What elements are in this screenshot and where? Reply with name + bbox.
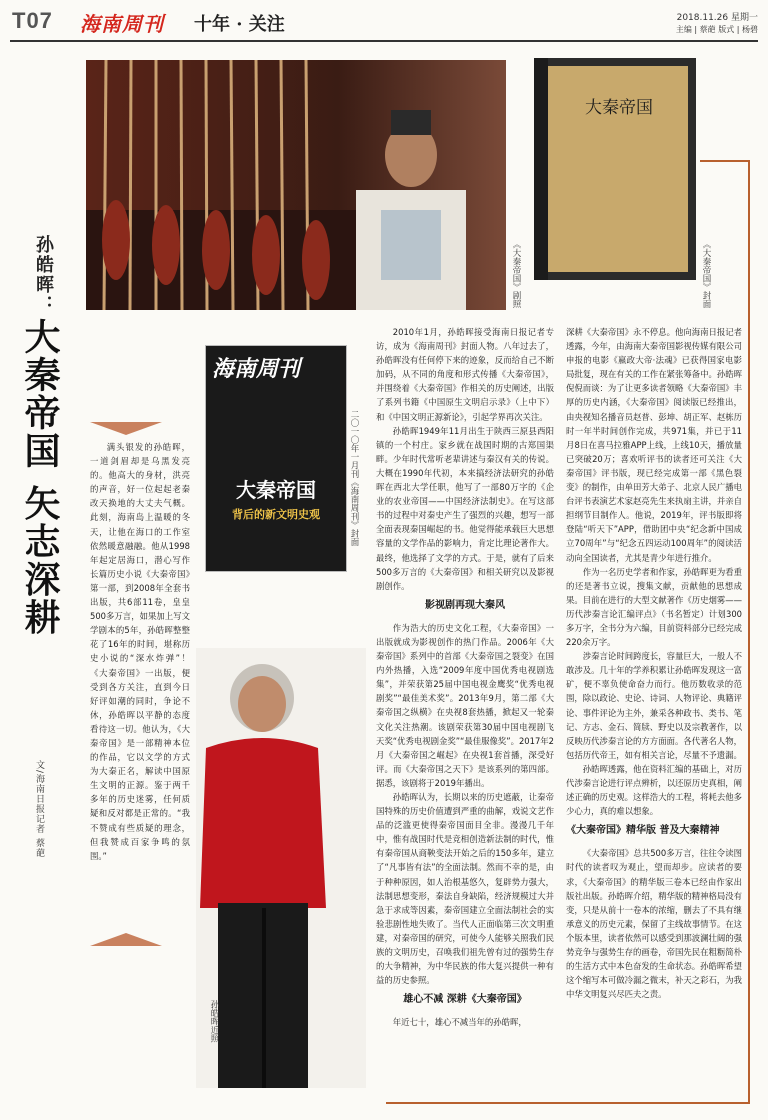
article-paragraph: 孙皓晖认为，长期以来的历史遮蔽，让秦帝国特殊的历史价值遭到严重的曲解，戏说文艺作品的泛滥更使得秦帝国面目全非。漫漫几千年中，惟有战国时代是竞相创造新法制的时代，惟有秦帝国从商鞅变法开始之后的150多年，建立了“凡事皆有法”的全面法制。然而不幸的是，由于种种原因，如人治根基悠久，复辟势力强大，法制思想变形，秦法自身缺陷，经济规模过大并急于求成等因素，秦帝国建立全面法制社会的实验悲剧性地失败了。当代人正面临第三次文明重建，对秦帝国的研究，可使今人能够关照我们民族的文明历史，召唤我们祖先曾有过的强势生存的大争精神，为中华民族的伟大复兴提供一种有益的历史参照。 <box>376 792 554 986</box>
section-title: 十年 · 关注 <box>194 14 285 35</box>
headline-main: 大秦帝国 矢志深耕 <box>19 318 61 637</box>
article-paragraph: 涉秦言论时间跨度长，容量巨大，一般人不敢涉及。几十年的学养积累让孙皓晖发现这一富矿，便不辜负使命奋力而行。他历数收录的范围，除以政论、史论、诗词、人物评论、典籍评论、事件评论为主外，兼采各种政书、类书、笔记、方志、金石、简牍、野史以及宗教著作，以反映历代涉秦言论的方方面面。各代著名人物，包括历代帝王，如有相关言论，尽量不予遗漏。 <box>566 651 742 760</box>
article-paragraph: 作为一名历史学者和作家，孙皓晖更为看重的还是著书立说，搜集文献，贡献他的思想成果。目前在进行的大型文献著作《历史烟雾——历代涉秦言论汇编评点》（书名暂定）计划300多万字，全书分为六编，目前资料部分已经完成220余万字。 <box>566 566 742 648</box>
newspaper-logo: 海南周刊 <box>80 12 164 36</box>
article-column-1 <box>376 325 554 1030</box>
article-paragraph: 孙皓晖透露，他在资料汇编的基础上，对历代涉秦言论进行评点辨析，以还原历史真相，阐述正确的历史观。这样浩大的工程，将耗去他多少心力，真的难以想象。 <box>566 763 742 817</box>
subhead-condensed: 《大秦帝国》精华版 普及大秦精神 <box>566 825 720 837</box>
portrait-image <box>196 648 366 1088</box>
drama-still-photo <box>86 60 506 310</box>
book-cover-image <box>534 58 696 280</box>
portrait-caption: 孙皓晖近照 <box>209 1000 219 1043</box>
intro-arrow-bottom <box>90 933 162 946</box>
page-number: T07 <box>12 8 53 33</box>
magazine-cover-caption: 二〇一〇年一月刊《海南周刊》封面 <box>349 410 359 546</box>
issue-date: 2018.11.26 星期一 <box>676 13 758 23</box>
drama-still-image <box>86 60 506 310</box>
magazine-masthead: 海南周刊 <box>212 357 301 382</box>
book-cover-caption: 《大秦帝国》封面 <box>701 240 711 308</box>
subhead-ambition: 雄心不减 深耕《大秦帝国》 <box>403 994 527 1006</box>
article-paragraph: 年近七十，雄心不减当年的孙皓晖， <box>392 1017 527 1028</box>
magazine-cover-title: 大秦帝国 <box>236 478 316 502</box>
headline-subject: 孙皓晖： <box>33 235 54 315</box>
portrait-photo <box>196 648 366 1088</box>
page-header <box>0 0 768 40</box>
magazine-cover-subtitle: 背后的新文明史观 <box>232 508 320 521</box>
intro-arrow-top <box>90 422 162 435</box>
article-paragraph: 深耕《大秦帝国》永不停息。他向海南日报记者透露，今年，由海南大秦帝国影视传媒有限公司申报的电影《嬴政大帝·法魂》已获得国家电影局批复，现在有关的工作在紧张筹备中。孙皓晖倪倪而谈：为了让更多读者领略《大秦帝国》丰厚的历史内涵，《大秦帝国》阅读版已经推出，由央视知名播音员赵普、彭坤、胡正军、赵栋历时一年半时间创作完成，共971集，并已于11月8日在喜马拉雅APP上线，上线10天，播放量已突破20万；喜欢听评书的读者还可关注《大秦帝国》评书版，现已经完成第一部《黑色裂变》的制作，由单田芳大弟子、北京人民广播电台评书表演艺术家赵亮先生来执扇主讲，并亲自担纲节目制作人。他说，2019年，评书版即将登陆“听天下”APP，借助团中央“纪念新中国成立70周年”与“纪念五四运动100周年”的阅读活动向全国读者，尤其是青少年进行推介。 <box>566 327 742 563</box>
drama-still-caption: 《大秦帝国》剧照 <box>511 240 521 308</box>
magazine-cover <box>205 345 347 572</box>
frame-line-top-right <box>700 160 750 162</box>
header-rule <box>10 40 758 42</box>
frame-line-right <box>748 160 750 1104</box>
article-column-2 <box>566 325 742 1001</box>
frame-line-bottom <box>386 1102 750 1104</box>
intro-paragraph: 满头银发的孙皓晖，一道剑眉却是乌黑发亮的。他高大的身材，洪亮的声音，好一位起起老秦改天换地的大丈夫气概。此刻，海南岛上温暖的冬天，让他在海口的工作室依然暖意融融。他从1998年起定居海口，潜心写作长篇历史小说《大秦帝国》第一部，到2008年全套书出版，共6部11卷，皇皇500多万言，如果加上写文学剧本的5年，孙皓晖整整花了16年的时间，堪称历史小说的“深水炸弹”！《大秦帝国》一出版，便受到各方关注，直到今日好评如潮的同时，争论不休，孙皓晖以平静的态度看待这一切。他认为，《大秦帝国》是一部精神本位的作品，它以文学的方式为大秦正名，解读中国原生文明的正源。鉴于两千多年的历史迷雾，任何质疑和反对都是正常的。“我不赞成有些质疑的理念，但我赞成百家争鸣的氛围。” <box>90 442 190 861</box>
article-paragraph: 孙皓晖1949年11月出生于陕西三原县西阳镇的一个村庄。家乡就在战国时期的古郑国渠畔。少年时代常听老辈讲述与秦汉有关的传说。大概在1990年代初，本来搞经济法研究的孙皓晖在西北大学任职，他写了一部80万字的《企业的农业帝国——中国经济法制史》。在写这部书的过程中对秦史产生了强烈的兴趣，想写一部全面表现秦国崛起的书。他觉得能承载巨大思想容量的文学作品的影响力，肯定比理论著作大。最终，他选择了文学的方式。于是，就有了后来500多万言的《大秦帝国》和相关研究以及影视剧创作。 <box>376 425 554 591</box>
article-paragraph: 2010年1月，孙皓晖接受海南日报记者专访，成为《海南周刊》封面人物。八年过去了，孙皓晖没有任何停下来的迹象，反而给自己不断加码，从不同的角度和形式传播《大秦帝国》，并围绕着《大秦帝国》作相关的历史阐述，出版了系列书籍《中国原生文明启示录》（上中下）和《中国文明正源新论》，引起学界再次关注。 <box>376 327 554 422</box>
article-byline: 文/海南日报记者 蔡葩 <box>34 760 44 858</box>
article-paragraph: 《大秦帝国》总共500多万言，往往令读图时代的读者叹为观止，望而却步。应读者的要求，《大秦帝国》的精华版三卷本已经由作家出版社出版。孙皓晖介绍，精华版的精神格局没有变，只是从前十一卷本的浓缩，删去了不具有继承意义的历史元素，保留了主线故事情节。在这个版本里，读者依然可以感受到那波澜壮阔的强势竞争与强势生存的画卷，帝国先民在粗粝简朴的生活方式中本色奋发的生命状态。孙皓晖希望这个缩写本可做冷漏之微末，补天之彩石，为我中华文明复兴尽匹夫之责。 <box>566 848 742 1000</box>
book-cover-title: 大秦帝国 <box>585 98 653 118</box>
book-cover-photo <box>534 58 696 280</box>
editor-credits: 主编 | 蔡葩 版式 | 杨碧 <box>675 25 758 34</box>
article-paragraph: 作为浩大的历史文化工程，《大秦帝国》一出版就成为影视创作的热门作品。2006年《大秦帝国》系列中的首部《大秦帝国之裂变》在国内外热播，入选“2009年度中国优秀电视剧选集”，并荣获第25届中国电视金鹰奖“优秀电视剧奖”“最佳美术奖”。2013年9月，第二部《大秦帝国之纵横》在央视8套热播，掀起又一轮秦文化关注热潮。该剧荣获第30届中国电视剧飞天奖“优秀电视剧金奖”“最佳服像奖”。2017年2月《大秦帝国之崛起》在央视1套首播，深受好评。而《大秦帝国之天下》是该系列的第四部。据悉，该剧将于2019年播出。 <box>376 622 554 788</box>
subhead-film: 影视剧再现大秦风 <box>425 599 505 611</box>
